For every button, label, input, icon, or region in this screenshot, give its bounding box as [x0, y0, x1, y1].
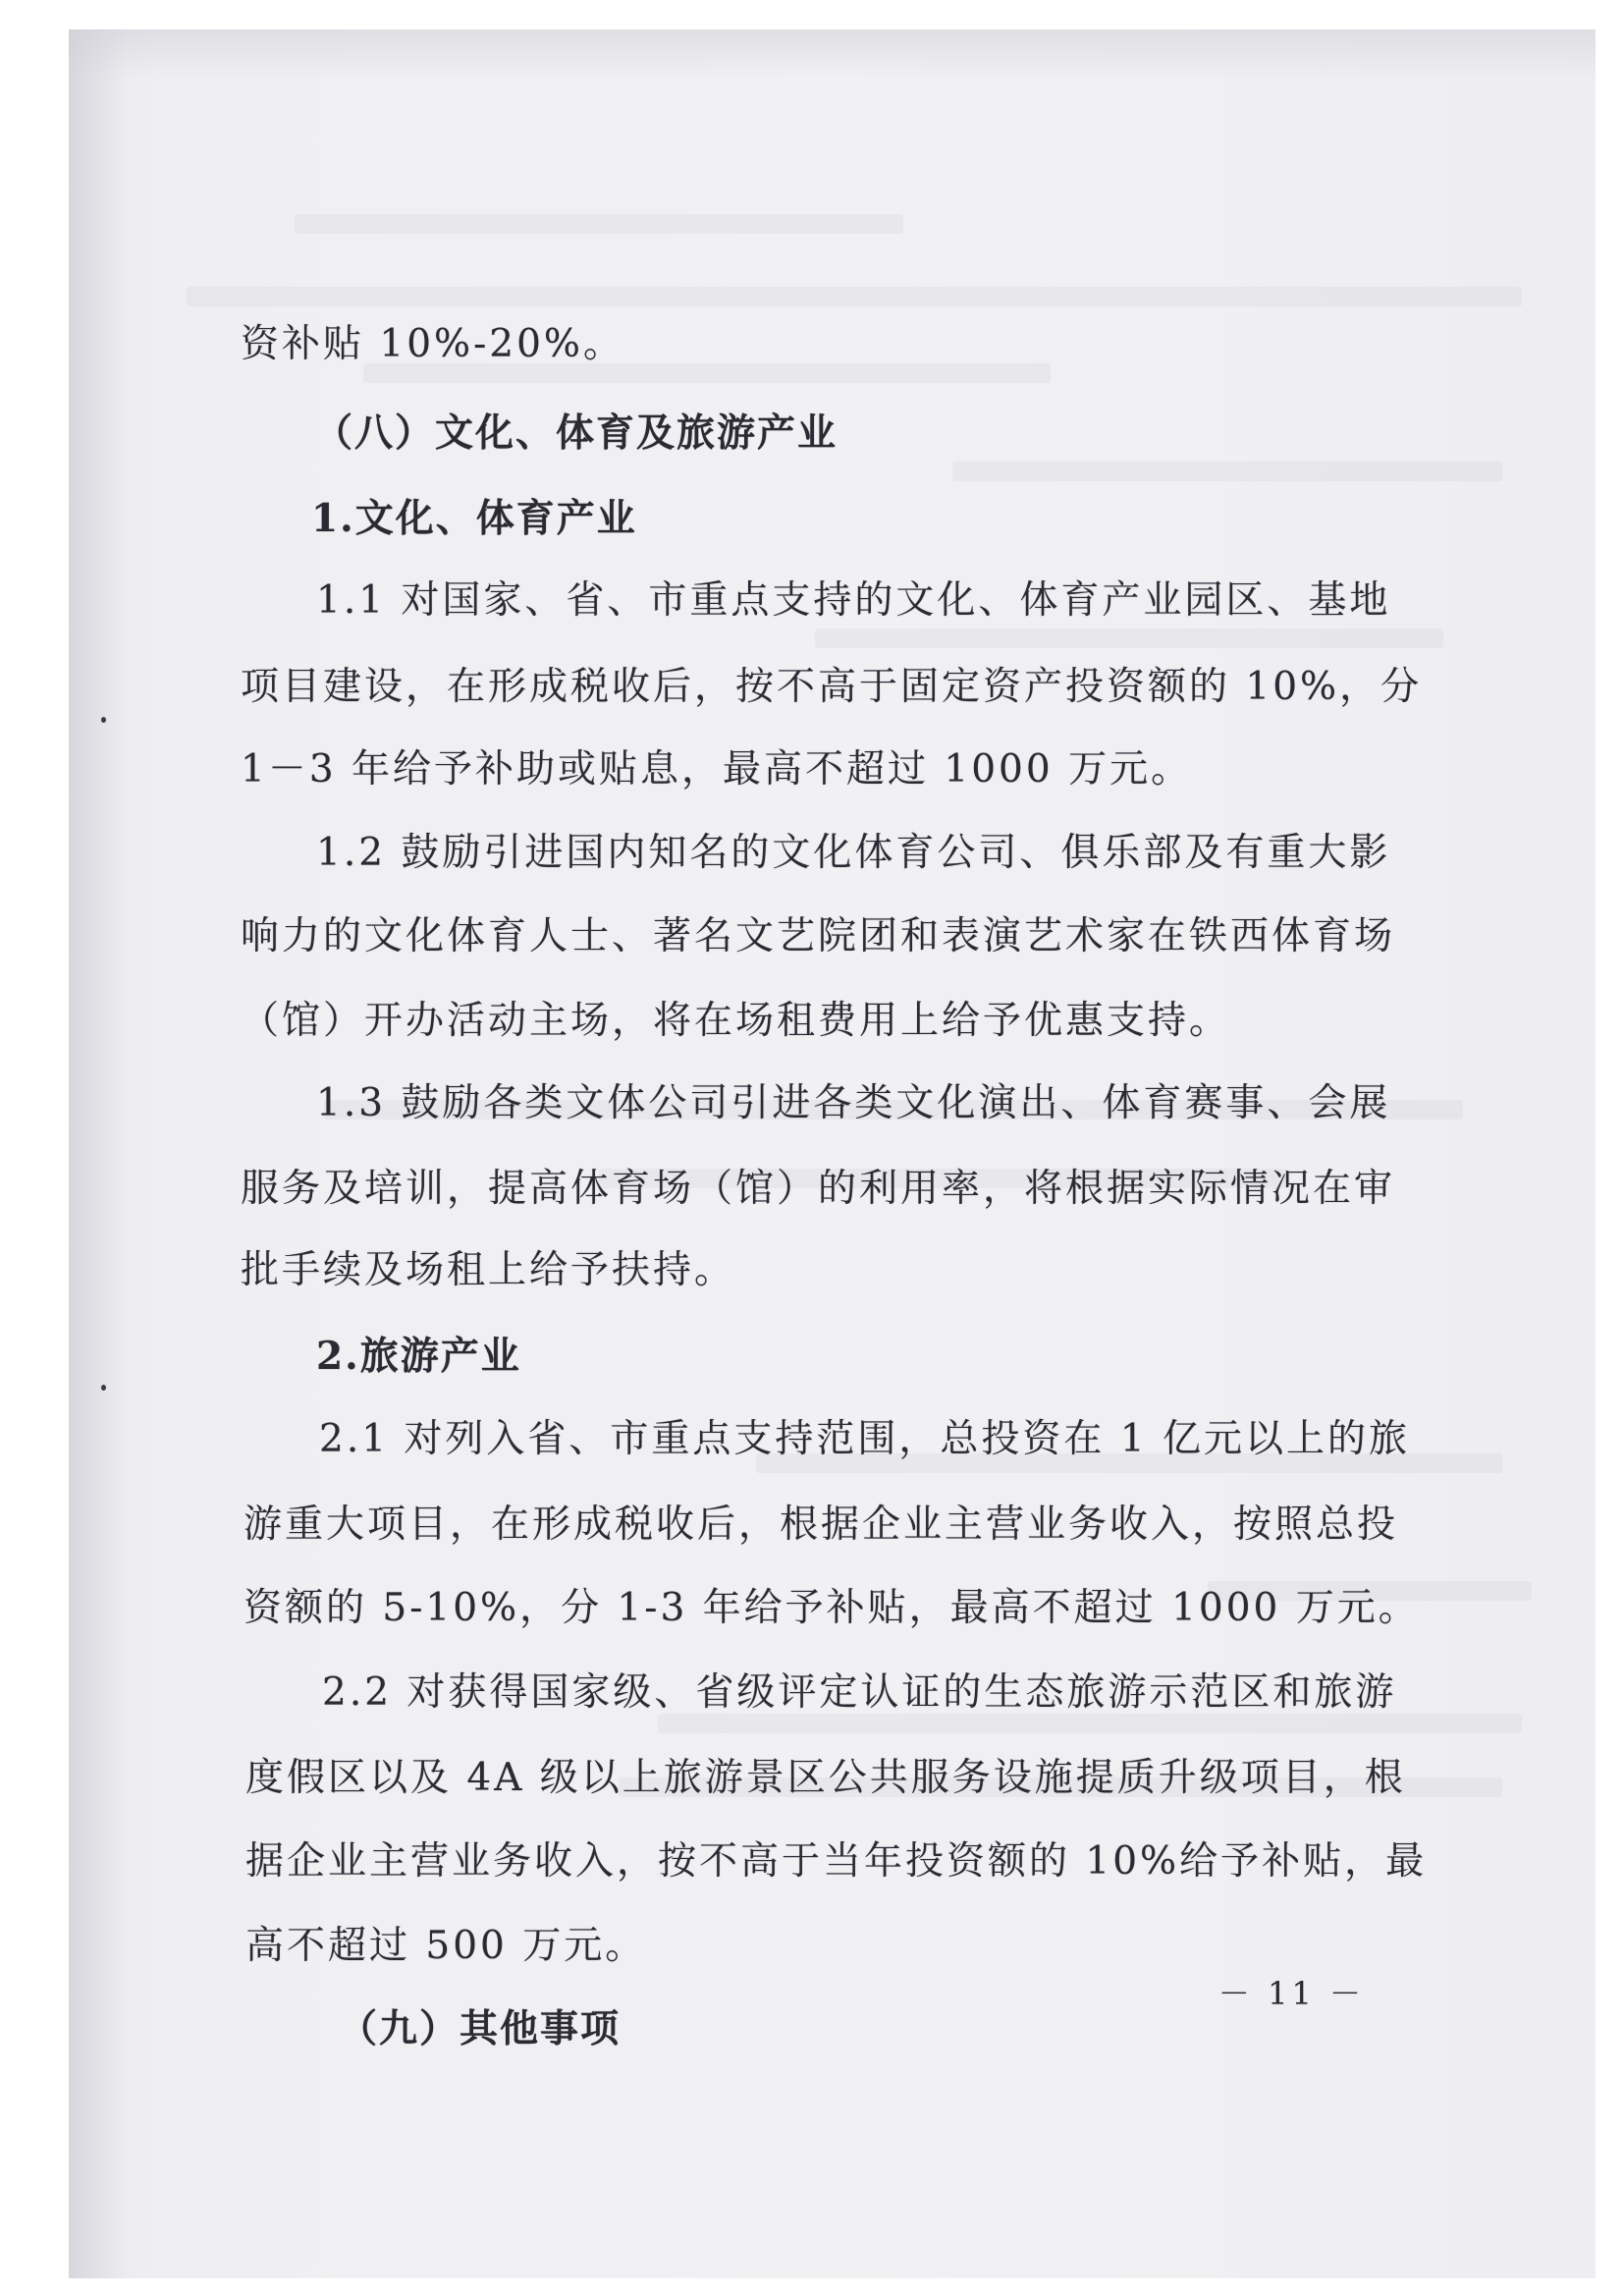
text-line: 1.3 鼓励各类文体公司引进各类文化演出、体育赛事、会展 — [316, 1081, 1391, 1125]
text-line: （馆）开办活动主场，将在场租费用上给予优惠支持。 — [241, 999, 1231, 1043]
document-body — [69, 29, 1596, 2278]
text-line: 2.2 对获得国家级、省级评定认证的生态旅游示范区和旅游 — [322, 1670, 1397, 1715]
text-line: 度假区以及 4A 级以上旅游景区公共服务设施提质升级项目，根 — [245, 1756, 1406, 1800]
text-line: 资补贴 10%-20%。 — [241, 322, 624, 366]
subsection-heading-tourism: 2.旅游产业 — [316, 1334, 521, 1379]
text-line: 响力的文化体育人士、著名文艺院团和表演艺术家在铁西体育场 — [241, 914, 1396, 958]
section-heading-8: （八）文化、体育及旅游产业 — [314, 410, 839, 456]
text-line: 1.2 鼓励引进国内知名的文化体育公司、俱乐部及有重大影 — [316, 831, 1391, 875]
section-heading-9: （九）其他事项 — [339, 2006, 622, 2051]
text-line: 服务及培训，提高体育场（馆）的利用率，将根据实际情况在审 — [241, 1167, 1396, 1211]
text-line: 1－3 年给予补助或贴息，最高不超过 1000 万元。 — [241, 747, 1193, 792]
page-number: － 11 － — [1217, 1975, 1365, 2012]
text-line: 项目建设，在形成税收后，按不高于固定资产投资额的 10%，分 — [241, 665, 1423, 709]
text-line: 高不超过 500 万元。 — [245, 1924, 647, 1968]
text-line: 1.1 对国家、省、市重点支持的文化、体育产业园区、基地 — [316, 578, 1391, 623]
subsection-heading-culture-sports: 1.文化、体育产业 — [311, 496, 637, 541]
text-line: 批手续及场租上给予扶持。 — [241, 1248, 736, 1292]
text-line: 资额的 5-10%，分 1-3 年给予补贴，最高不超过 1000 万元。 — [243, 1586, 1420, 1630]
text-line: 游重大项目，在形成税收后，根据企业主营业务收入，按照总投 — [243, 1503, 1399, 1547]
scanned-page — [69, 29, 1596, 2278]
text-line: 据企业主营业务收入，按不高于当年投资额的 10%给予补贴，最 — [245, 1839, 1428, 1884]
text-line: 2.1 对列入省、市重点支持范围，总投资在 1 亿元以上的旅 — [319, 1417, 1411, 1461]
